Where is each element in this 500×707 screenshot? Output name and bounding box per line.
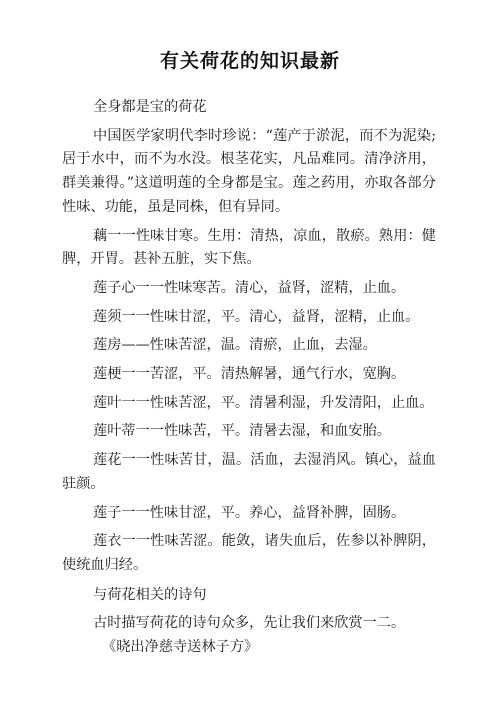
paragraph-lianhua: 莲花一一性味苦甘，温。活血，去湿消风。镇心，益血驻颜。	[62, 452, 436, 492]
paragraph-poems-intro: 古时描写荷花的诗句众多，先让我们来欣赏一二。	[93, 615, 406, 632]
document-title: 有关荷花的知识最新	[159, 50, 340, 72]
section-heading-poems: 与荷花相关的诗句	[93, 586, 207, 603]
paragraph-lianyi: 莲衣一一性味苦涩。能敛，诸失血后，佐参以补脾阴，使统血归经。	[62, 533, 436, 573]
paragraph-lianzi: 莲子一一性味甘涩，平。养心，益肾补脾，固肠。	[93, 504, 406, 521]
paragraph-liangeng: 莲梗一一苦涩，平。清热解暑，通气行水，宽胸。	[93, 366, 406, 383]
poem-title: 《晓出净慈寺送林子方》	[102, 639, 259, 656]
paragraph-lianye: 莲叶一一性味苦涩，平。清暑利湿，升发清阳，止血。	[93, 394, 434, 411]
paragraph-lianxu: 莲须一一性味甘涩，平。清心，益肾，涩精，止血。	[93, 308, 420, 325]
section-heading-treasure: 全身都是宝的荷花	[93, 99, 207, 115]
document-body	[62, 96, 436, 660]
paragraph-li-shizhen: 中国医学家明代李时珍说：“莲产于淤泥，而不为泥染;居于水中，而不为水没。根茎花实，凡品难同。清净济用，群美兼得。”这道明莲的全身都是宝。莲之药用，亦取各部分性味、功能，虽是同株，但有异同。	[62, 127, 436, 215]
paragraph-ou: 藕一一性味甘寒。生用：清热，凉血，散瘀。熟用：健脾，开胃。甚补五脏，实下焦。	[62, 227, 436, 268]
paragraph-lianfang: 莲房——性味苦涩，温。清瘀，止血，去湿。	[93, 337, 377, 354]
paragraph-lianzixin: 莲子心一一性味寒苦。清心，益肾，涩精，止血。	[93, 279, 406, 296]
paragraph-lianyedi: 莲叶蒂一一性味苦，平。清暑去湿，和血安胎。	[93, 423, 391, 440]
